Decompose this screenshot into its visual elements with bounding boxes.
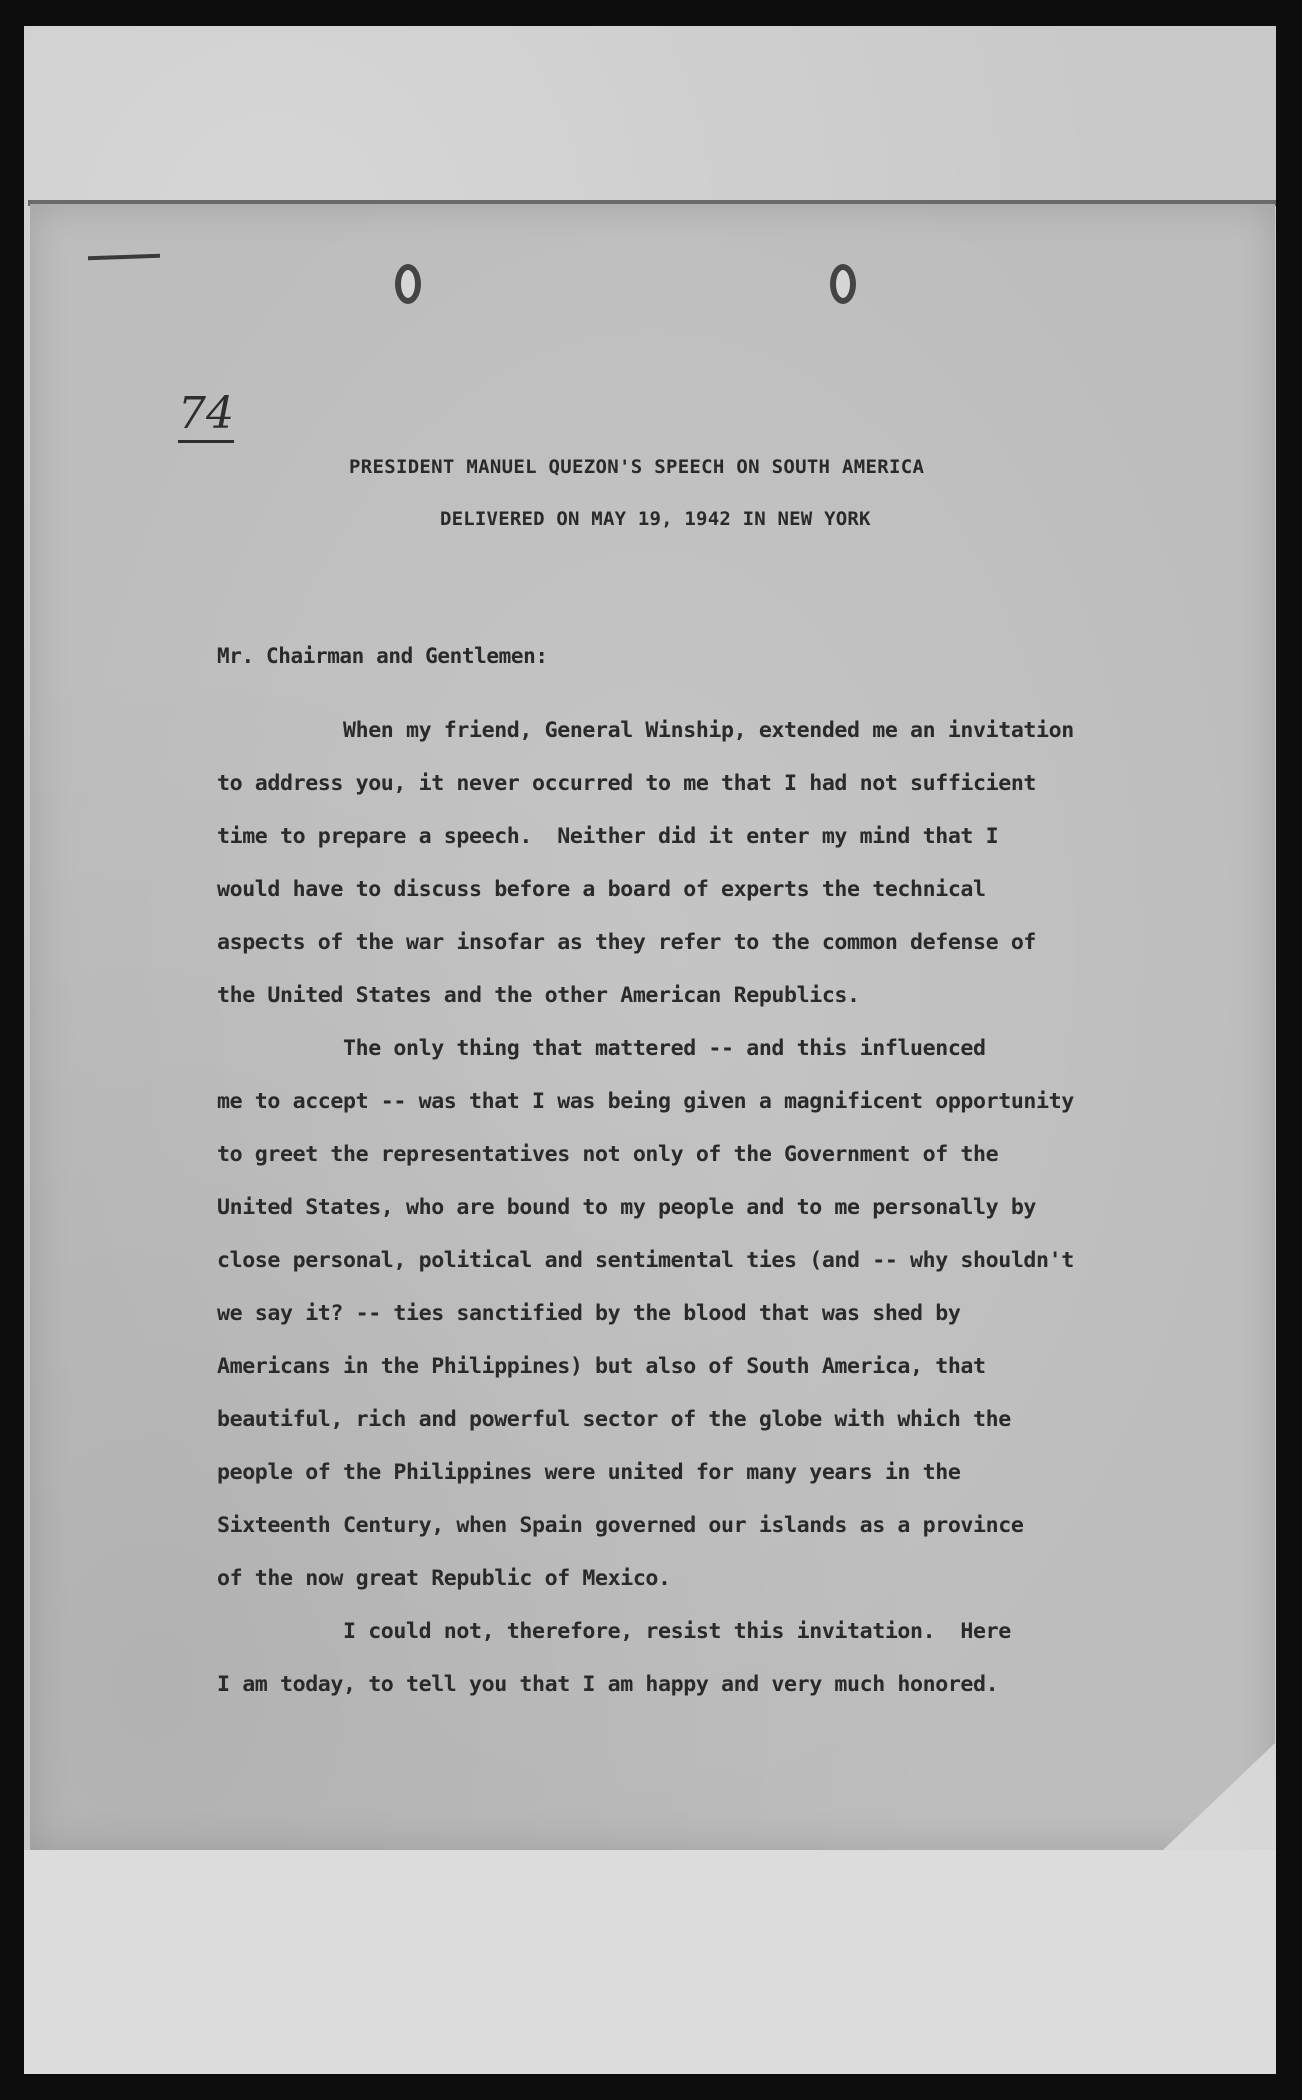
- body-line: When my friend, General Winship, extended me an invitation: [217, 718, 1074, 743]
- speech-subtitle: DELIVERED ON MAY 19, 1942 IN NEW YORK: [440, 508, 871, 530]
- body-line: aspects of the war insofar as they refer to the common defense of: [217, 930, 1037, 955]
- body-line: me to accept -- was that I was being given a magnificent opportunity: [217, 1089, 1074, 1114]
- body-line: of the now great Republic of Mexico.: [217, 1566, 671, 1591]
- handwritten-page-number: 74: [178, 392, 234, 443]
- body-line: the United States and the other American Republics.: [217, 983, 860, 1008]
- speech-title: PRESIDENT MANUEL QUEZON'S SPEECH ON SOUTH AMERICA: [349, 456, 925, 478]
- punch-hole-left: [395, 264, 421, 304]
- body-line: time to prepare a speech. Neither did it enter my mind that I: [217, 824, 999, 849]
- body-line: people of the Philippines were united for many years in the: [217, 1460, 961, 1485]
- body-line: Americans in the Philippines) but also of South America, that: [217, 1354, 986, 1379]
- backing-sheet-bottom: [24, 1850, 1276, 2074]
- typed-page: [30, 204, 1275, 1850]
- body-line: beautiful, rich and powerful sector of the globe with which the: [217, 1407, 1011, 1432]
- body-line: would have to discuss before a board of experts the technical: [217, 877, 986, 902]
- body-line: to greet the representatives not only of the Government of the: [217, 1142, 999, 1167]
- body-line: Sixteenth Century, when Spain governed our islands as a province: [217, 1513, 1024, 1538]
- body-line: I could not, therefore, resist this invitation. Here: [217, 1619, 1011, 1644]
- body-line: we say it? -- ties sanctified by the blood that was shed by: [217, 1301, 961, 1326]
- body-line: United States, who are bound to my people and to me personally by: [217, 1195, 1037, 1220]
- punch-hole-right: [830, 264, 856, 304]
- body-line: The only thing that mattered -- and this influenced: [217, 1036, 986, 1061]
- body-line: close personal, political and sentimental ties (and -- why shouldn't: [217, 1248, 1074, 1273]
- body-line: I am today, to tell you that I am happy and very much honored.: [217, 1672, 999, 1697]
- salutation: Mr. Chairman and Gentlemen:: [217, 644, 548, 668]
- body-line: to address you, it never occurred to me that I had not sufficient: [217, 771, 1037, 796]
